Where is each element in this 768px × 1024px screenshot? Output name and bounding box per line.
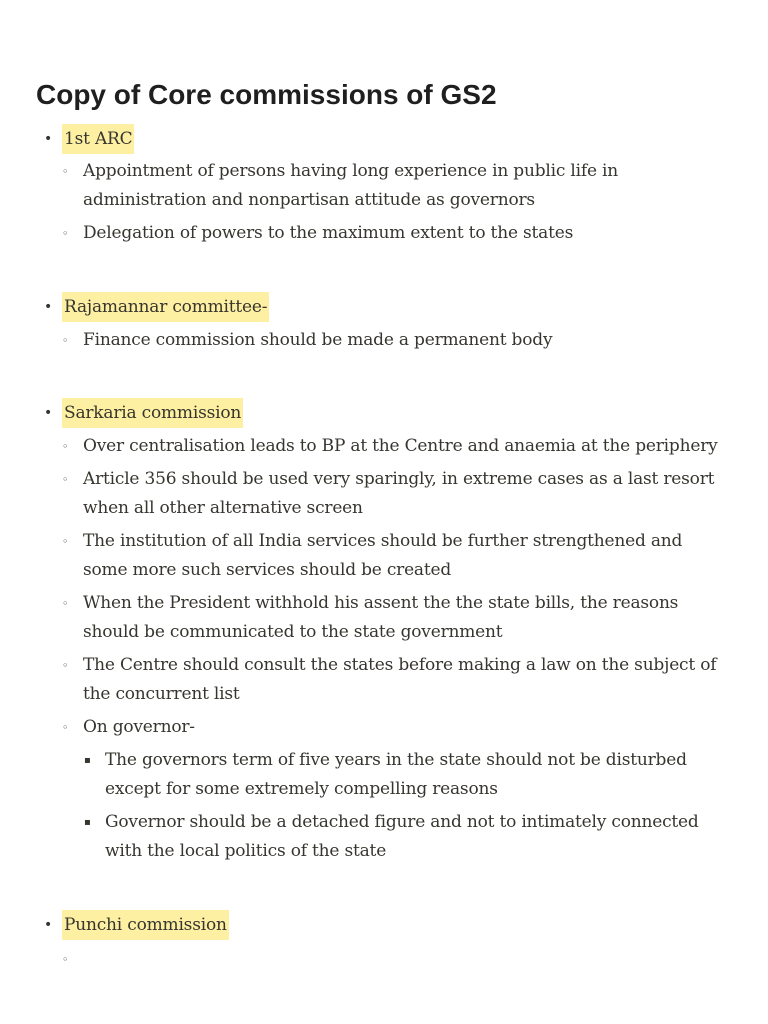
list-item-text: The institution of all India services should be further strengthened and some more such services should be created [83, 531, 683, 580]
sub-bullet: ◦ [62, 440, 69, 453]
square-bullet: ▪ [84, 817, 91, 828]
list-item-text: Delegation of powers to the maximum extent to the states [83, 223, 574, 243]
section-heading: Rajamannar committee- [62, 292, 269, 322]
list-item-text: Over centralisation leads to BP at the Centre and anaemia at the periphery [83, 436, 718, 456]
sub-bullet: ◦ [62, 535, 69, 548]
bullet: • [44, 917, 53, 933]
bullet: • [44, 405, 53, 421]
page-title: Copy of Core commissions of GS2 [36, 79, 497, 110]
list-item-text: Appointment of persons having long experience in public life in administration and nonpartisan attitude as governors [83, 161, 619, 210]
list-item-text: On governor- [83, 717, 195, 737]
list-item-text: When the President withhold his assent the the state bills, the reasons should be communicated to the state government [83, 593, 679, 642]
section-heading: 1st ARC [62, 124, 134, 154]
sub-bullet: ◦ [62, 659, 69, 672]
sub-bullet: ◦ [62, 597, 69, 610]
list-item-text: The governors term of five years in the state should not be disturbed except for some extremely compelling reasons [105, 750, 687, 799]
list-item-text: Article 356 should be used very sparingly, in extreme cases as a last resort when all other alternative screen [83, 469, 715, 518]
section-heading: Sarkaria commission [62, 398, 243, 428]
bullet: • [44, 299, 53, 315]
sub-bullet: ◦ [62, 953, 69, 966]
sub-bullet: ◦ [62, 473, 69, 486]
list-item-text: Governor should be a detached figure and not to intimately connected with the local politics of the state [105, 812, 699, 861]
list-item-text: The Centre should consult the states before making a law on the subject of the concurrent list [83, 655, 717, 704]
square-bullet: ▪ [84, 755, 91, 766]
sub-bullet: ◦ [62, 227, 69, 240]
sub-bullet: ◦ [62, 334, 69, 347]
sub-bullet: ◦ [62, 165, 69, 178]
bullet: • [44, 131, 53, 147]
list-item-text: Finance commission should be made a permanent body [83, 330, 553, 350]
sub-bullet: ◦ [62, 721, 69, 734]
section-heading: Punchi commission [62, 910, 229, 940]
